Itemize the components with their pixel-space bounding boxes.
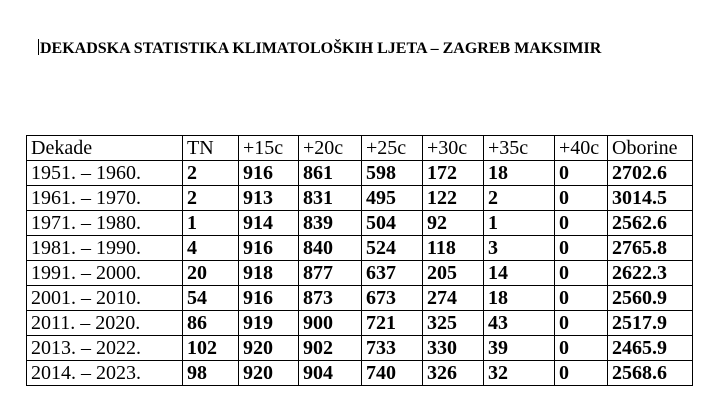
table-cell: 2568.6	[608, 361, 693, 386]
table-cell: 172	[423, 161, 484, 186]
table-cell: 118	[423, 236, 484, 261]
table-cell: 740	[362, 361, 423, 386]
table-cell: 504	[362, 211, 423, 236]
table-cell: 2465.9	[608, 336, 693, 361]
table-cell: 2011. – 2020.	[27, 311, 183, 336]
table-cell: 840	[299, 236, 362, 261]
table-cell: 721	[362, 311, 423, 336]
table-cell: 2765.8	[608, 236, 693, 261]
table-cell: 877	[299, 261, 362, 286]
table-cell: 102	[183, 336, 239, 361]
table-cell: 274	[423, 286, 484, 311]
table-cell: 916	[239, 161, 299, 186]
table-cell: 1	[484, 211, 555, 236]
header-cell-40c: +40c	[555, 136, 608, 161]
table-cell: 2560.9	[608, 286, 693, 311]
table-cell: 918	[239, 261, 299, 286]
table-cell: 1961. – 1970.	[27, 186, 183, 211]
table-cell: 0	[555, 236, 608, 261]
table-cell: 2	[484, 186, 555, 211]
header-cell-15c: +15c	[239, 136, 299, 161]
table-cell: 330	[423, 336, 484, 361]
table-cell: 3014.5	[608, 186, 693, 211]
table-cell: 902	[299, 336, 362, 361]
table-row	[27, 161, 693, 186]
table-cell: 873	[299, 286, 362, 311]
header-cell-oborine: Oborine	[608, 136, 693, 161]
table-cell: 32	[484, 361, 555, 386]
table-cell: 14	[484, 261, 555, 286]
table-row	[27, 236, 693, 261]
table-cell: 1991. – 2000.	[27, 261, 183, 286]
document-title	[38, 39, 708, 58]
table-cell: 916	[239, 236, 299, 261]
table-cell: 0	[555, 311, 608, 336]
table-cell: 0	[555, 211, 608, 236]
table-cell: 86	[183, 311, 239, 336]
table-row	[27, 261, 693, 286]
table-cell: 0	[555, 161, 608, 186]
table-cell: 325	[423, 311, 484, 336]
text-cursor	[38, 39, 39, 55]
table-cell: 39	[484, 336, 555, 361]
table-cell: 2	[183, 186, 239, 211]
table-cell: 92	[423, 211, 484, 236]
table-cell: 2013. – 2022.	[27, 336, 183, 361]
table-cell: 0	[555, 261, 608, 286]
table-cell: 637	[362, 261, 423, 286]
table-row	[27, 211, 693, 236]
table-cell: 913	[239, 186, 299, 211]
table-cell: 919	[239, 311, 299, 336]
table-cell: 122	[423, 186, 484, 211]
table-cell: 904	[299, 361, 362, 386]
table-cell: 0	[555, 186, 608, 211]
table-row	[27, 286, 693, 311]
table-cell: 861	[299, 161, 362, 186]
header-cell-30c: +30c	[423, 136, 484, 161]
table-cell: 2622.3	[608, 261, 693, 286]
table-cell: 733	[362, 336, 423, 361]
table-cell: 839	[299, 211, 362, 236]
table-row	[27, 361, 693, 386]
table-cell: 920	[239, 361, 299, 386]
table-cell: 495	[362, 186, 423, 211]
table-cell: 54	[183, 286, 239, 311]
table-cell: 0	[555, 336, 608, 361]
table-cell: 0	[555, 361, 608, 386]
table-cell: 524	[362, 236, 423, 261]
table-cell: 18	[484, 161, 555, 186]
table-cell: 900	[299, 311, 362, 336]
table-cell: 2562.6	[608, 211, 693, 236]
table-cell: 0	[555, 286, 608, 311]
table-cell: 914	[239, 211, 299, 236]
table-cell: 18	[484, 286, 555, 311]
table-cell: 205	[423, 261, 484, 286]
table-cell: 3	[484, 236, 555, 261]
document-title-text: DEKADSKA STATISTIKA KLIMATOLOŠKIH LJETA – ZAGREB MAKSIMIR	[40, 40, 602, 57]
header-cell-tn: TN	[183, 136, 239, 161]
table-cell: 831	[299, 186, 362, 211]
table-cell: 4	[183, 236, 239, 261]
table-cell: 2014. – 2023.	[27, 361, 183, 386]
header-cell-35c: +35c	[484, 136, 555, 161]
header-cell-dekade: Dekade	[27, 136, 183, 161]
table-cell: 598	[362, 161, 423, 186]
table-row	[27, 186, 693, 211]
table-cell: 2	[183, 161, 239, 186]
header-cell-25c: +25c	[362, 136, 423, 161]
table-row	[27, 336, 693, 361]
table-cell: 916	[239, 286, 299, 311]
table-cell: 20	[183, 261, 239, 286]
table-cell: 98	[183, 361, 239, 386]
table-row	[27, 311, 693, 336]
table-cell: 2001. – 2010.	[27, 286, 183, 311]
table-header-row	[27, 136, 693, 161]
table-cell: 1971. – 1980.	[27, 211, 183, 236]
table-cell: 2702.6	[608, 161, 693, 186]
table-cell: 920	[239, 336, 299, 361]
table-cell: 43	[484, 311, 555, 336]
table-cell: 326	[423, 361, 484, 386]
header-cell-20c: +20c	[299, 136, 362, 161]
table-cell: 1	[183, 211, 239, 236]
table-cell: 1981. – 1990.	[27, 236, 183, 261]
table-cell: 2517.9	[608, 311, 693, 336]
table-cell: 1951. – 1960.	[27, 161, 183, 186]
table-cell: 673	[362, 286, 423, 311]
decade-statistics-table	[26, 135, 693, 386]
